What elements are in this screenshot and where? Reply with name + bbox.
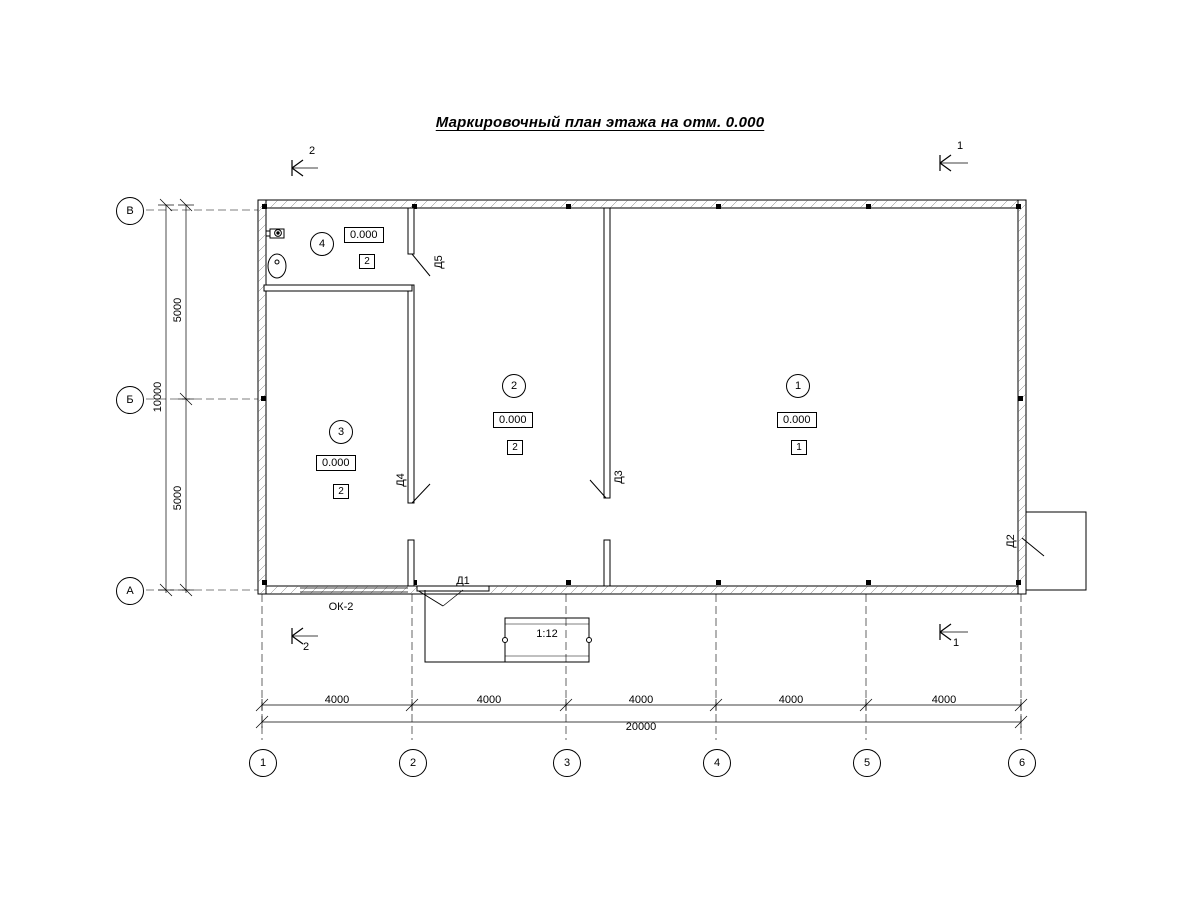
room-finish-1 [791,440,807,455]
axis-label: А [126,585,134,597]
axis-label: 2 [409,757,417,769]
room-finish-label: 2 [364,256,370,267]
axis-label: 5 [863,757,871,769]
door-tag-d5: Д5 [433,255,445,269]
room-finish-2 [507,440,523,455]
room-elevation-3: 0.000 [316,455,356,471]
dimension-vertical-total: 10000 [152,381,164,413]
axis-bubble-col-0[interactable] [249,749,277,777]
room-finish-label: 2 [338,486,344,497]
dimension-span-3: 4000 [778,694,804,706]
room-number-2[interactable] [502,374,526,398]
dimension-span-1: 4000 [476,694,502,706]
axis-bubble-row-2[interactable] [116,577,144,605]
door-tag-d2: Д2 [1005,534,1017,548]
door-tag-d3: Д3 [613,470,625,484]
door-tag-d4: Д4 [395,473,407,487]
dimension-span-4: 4000 [931,694,957,706]
axis-bubble-col-3[interactable] [703,749,731,777]
room-finish-label: 1 [796,442,802,453]
dimension-total: 20000 [625,721,657,733]
room-finish-4 [359,254,375,269]
axis-bubble-col-5[interactable] [1008,749,1036,777]
room-number-label: 2 [510,380,518,392]
room-elevation-1: 0.000 [777,412,817,428]
axis-label: Б [126,394,134,406]
axis-label: 4 [713,757,721,769]
drawing-title-text: Маркировочный план этажа на отм. 0.000 [435,114,765,131]
section-mark-label-top-right: 1 [957,140,964,152]
dimension-span-0: 4000 [324,694,350,706]
section-mark-label-top-left: 2 [309,145,316,157]
dimension-vertical-0: 5000 [172,297,184,323]
room-number-label: 4 [318,238,326,250]
dimension-span-2: 4000 [628,694,654,706]
axis-bubble-col-1[interactable] [399,749,427,777]
door-tag-d1: Д1 [456,575,470,587]
section-mark-label-bottom-left: 2 [303,641,310,653]
room-number-label: 1 [794,380,802,392]
room-number-1[interactable] [786,374,810,398]
room-number-4[interactable] [310,232,334,256]
axis-label: 1 [259,757,267,769]
room-number-label: 3 [337,426,345,438]
axis-bubble-row-1[interactable] [116,386,144,414]
section-mark-label-bottom-right: 1 [953,637,960,649]
axis-label: 3 [563,757,571,769]
axis-label: В [126,205,134,217]
axis-bubble-row-0[interactable] [116,197,144,225]
room-finish-label: 2 [512,442,518,453]
window-tag-ok2: ОК-2 [328,601,354,613]
room-elevation-4: 0.000 [344,227,384,243]
axis-label: 6 [1018,757,1026,769]
ramp-slope-label: 1:12 [536,628,558,640]
room-elevation-2: 0.000 [493,412,533,428]
room-finish-3 [333,484,349,499]
dimension-vertical-2: 5000 [172,485,184,511]
axis-bubble-col-4[interactable] [853,749,881,777]
room-number-3[interactable] [329,420,353,444]
axis-bubble-col-2[interactable] [553,749,581,777]
